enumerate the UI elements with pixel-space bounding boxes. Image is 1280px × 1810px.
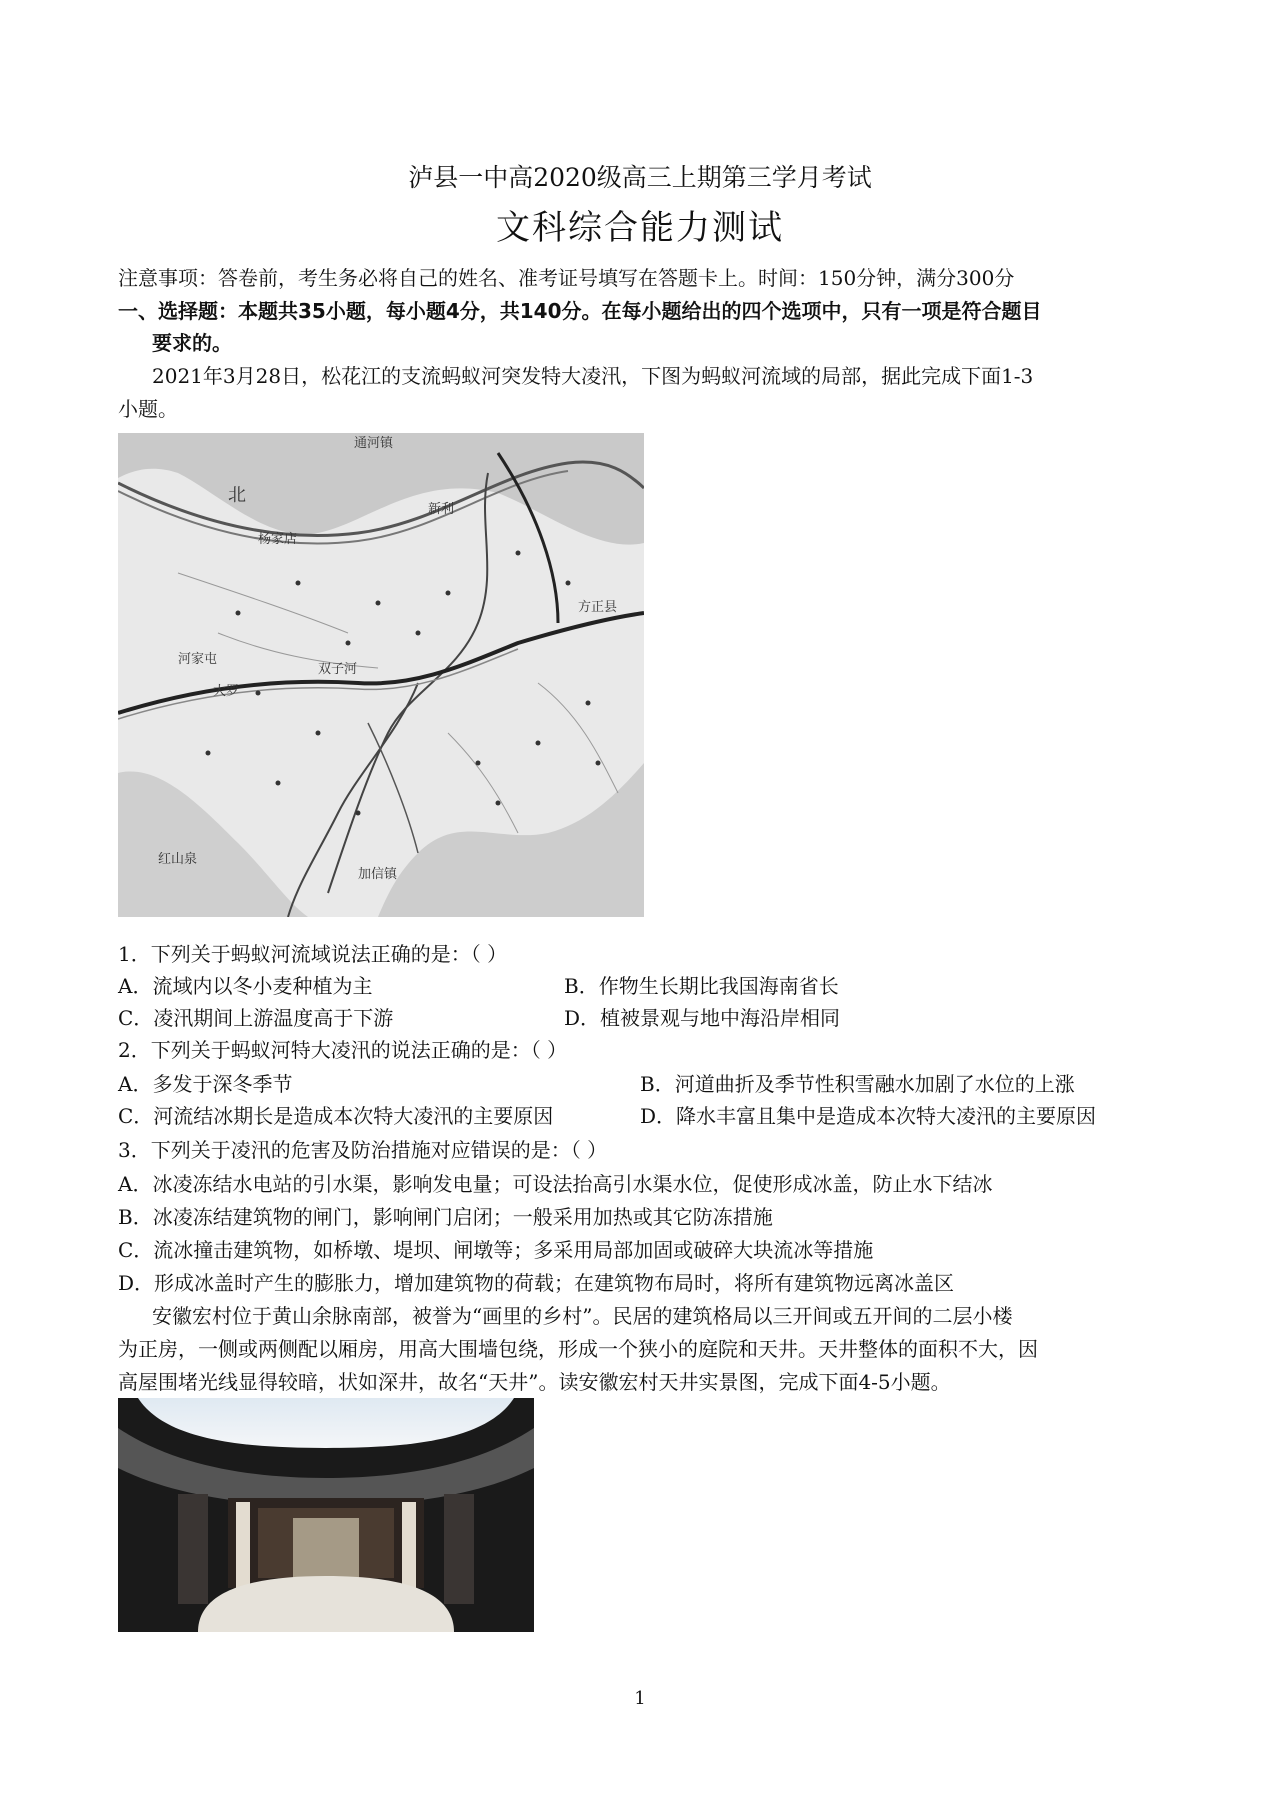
intro2-line2: 为正房，一侧或两侧配以厢房，用高大围墙包绕，形成一个狭小的庭院和天井。天井整体的面积不大，因 [118,1337,1038,1361]
question-2-option-b: B．河道曲折及季节性积雪融水加剧了水位的上涨 [640,1072,1075,1096]
courtyard-photo [118,1398,534,1632]
question-3-option-b: B．冰凌冻结建筑物的闸门，影响闸门启闭；一般采用加热或其它防冻措施 [118,1205,773,1229]
question-1-option-c: C．凌汛期间上游温度高于下游 [118,1006,394,1030]
map-label: 大罗 [213,684,240,699]
question-2-option-d: D．降水丰富且集中是造成本次特大凌汛的主要原因 [640,1104,1097,1128]
map-label: 通河镇 [354,436,394,451]
section-heading-line2: 要求的。 [152,331,232,355]
question-2-option-c: C．河流结冰期长是造成本次特大凌汛的主要原因 [118,1104,554,1128]
map-label: 新利 [428,502,455,517]
intro1-line1: 2021年3月28日，松花江的支流蚂蚁河突发特大凌汛，下图为蚂蚁河流域的局部，据此完成下面1-3 [152,364,1034,388]
river-basin-map [118,433,644,917]
map-label: 北 [228,485,246,506]
intro2-line3: 高屋围堵光线显得较暗，状如深井，故名“天井”。读安徽宏村天井实景图，完成下面4-5小题。 [118,1370,951,1394]
question-2-option-a: A．多发于深冬季节 [118,1072,293,1096]
question-3-option-d: D．形成冰盖时产生的膨胀力，增加建筑物的荷载；在建筑物布局时，将所有建筑物远离冰盖区 [118,1271,955,1295]
question-1-option-d: D．植被景观与地中海沿岸相同 [564,1006,841,1030]
question-2-stem: 2．下列关于蚂蚁河特大凌汛的说法正确的是：（ ） [118,1038,568,1062]
map-label: 红山泉 [158,852,198,867]
question-3-option-a: A．冰凌冻结水电站的引水渠，影响发电量；可设法抬高引水渠水位，促使形成冰盖，防止水下结冰 [118,1172,993,1196]
courtyard-graphic [118,1398,534,1632]
question-1-stem: 1．下列关于蚂蚁河流域说法正确的是：（ ） [118,942,508,966]
exam-title: 泸县一中高2020级高三上期第三学月考试 [408,163,872,192]
exam-subtitle: 文科综合能力测试 [496,208,784,248]
question-1-option-b: B．作物生长期比我国海南省长 [564,974,839,998]
map-graphic [118,433,644,917]
question-3-option-c: C．流冰撞击建筑物，如桥墩、堤坝、闸墩等；多采用局部加固或破碎大块流冰等措施 [118,1238,874,1262]
map-label: 河家屯 [178,652,218,667]
notice-text: 注意事项：答卷前，考生务必将自己的姓名、准考证号填写在答题卡上。时间：150分钟，满分300分 [118,266,1015,290]
intro1-line2: 小题。 [118,397,178,421]
page-number: 1 [634,1688,646,1709]
intro2-line1: 安徽宏村位于黄山余脉南部，被誉为“画里的乡村”。民居的建筑格局以三开间或五开间的二层小楼 [152,1304,1013,1328]
map-label: 双子河 [318,662,358,677]
question-1-option-a: A．流域内以冬小麦种植为主 [118,974,373,998]
map-label: 杨家店 [258,532,298,547]
question-3-stem: 3．下列关于凌汛的危害及防治措施对应错误的是：（ ） [118,1138,608,1162]
map-label: 加信镇 [358,867,398,882]
map-label: 方正县 [578,600,618,615]
section-heading-line1: 一、选择题：本题共35小题，每小题4分，共140分。在每小题给出的四个选项中，只有一项是符合题目 [118,299,1042,323]
